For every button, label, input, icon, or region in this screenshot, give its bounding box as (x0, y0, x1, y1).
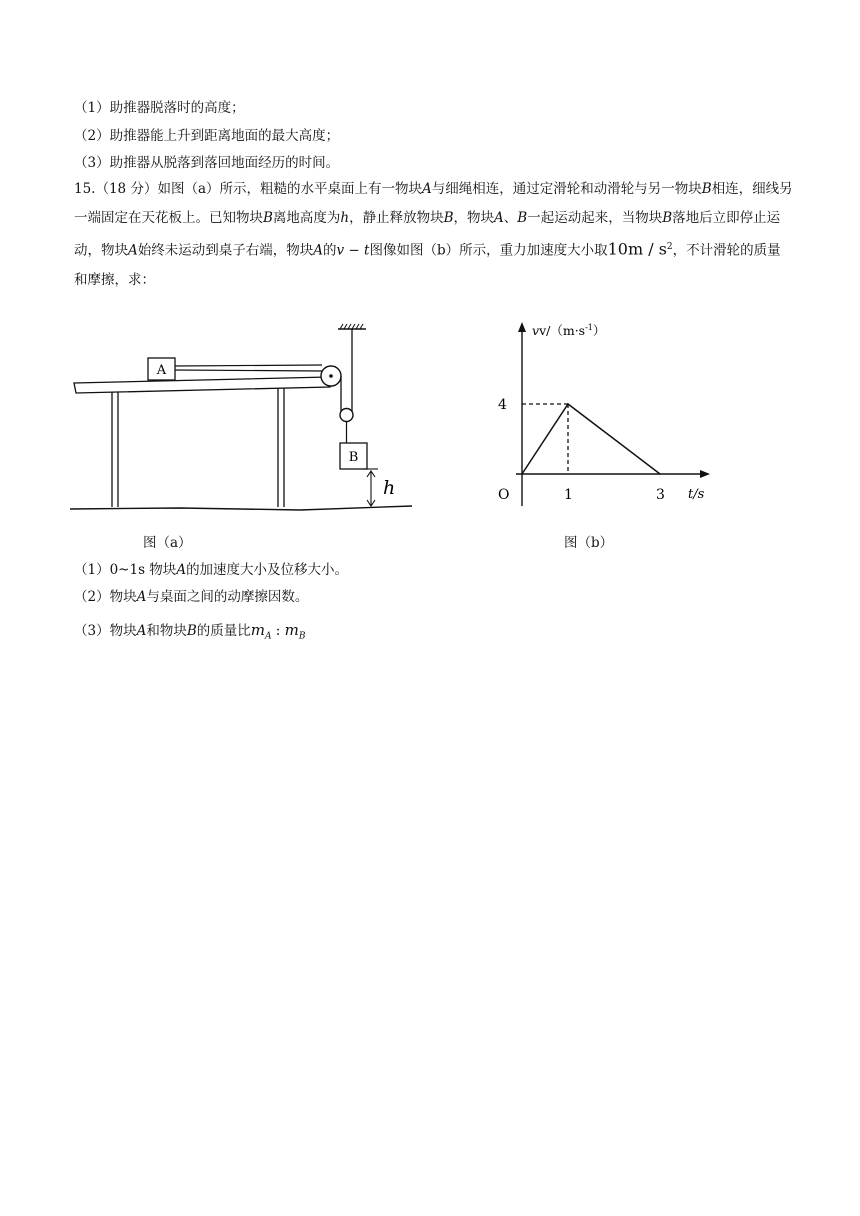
prev-question-1: （1）助推器脱落时的高度； (74, 100, 245, 116)
figure-b-caption: 图（b） (564, 535, 614, 551)
problem-number: 15.（18 分） (74, 181, 158, 197)
y-axis-arrow (518, 322, 526, 332)
movable-pulley (340, 409, 353, 422)
figure-a (60, 315, 430, 525)
question-3: （3）物块A和物块B的质量比$m_A$ : $m_B$ (74, 621, 306, 642)
x-tick-3: 3 (656, 487, 665, 503)
string-a-top (175, 365, 322, 366)
figure-b (488, 318, 723, 518)
question-2: （2）物块A与桌面之间的动摩擦因数。 (74, 589, 309, 605)
y-axis-label: $vv/(m\cdot s^{-1})$ (532, 323, 606, 338)
vt-series-line (522, 404, 660, 474)
string-a-bottom (175, 370, 322, 371)
problem-statement: 15.（18 分）如图（a）所示，粗糙的水平桌面上有一物块A与细绳相连，通过定滑轮和动滑轮与另一物块B相连，细线另一端固定在天花板上。已知物块B离地高度为h，静止释放物块B，物块A、B一起运动起来，当物块B落地后立即停止运动，物块A始终未运动到桌子右端，物块A的v − t图像如图（b）所示，重力加速度大小取$10m / s^2$，不计滑轮的质量和摩擦，求： (74, 181, 793, 288)
fixed-pulley-axle (329, 374, 333, 378)
x-axis-label: t/s (688, 487, 705, 502)
figure-a-caption: 图（a） (143, 535, 192, 551)
question-1: （1）0~1s 物块A的加速度大小及位移大小。 (74, 562, 349, 578)
height-label: h (383, 477, 396, 499)
origin-label: O (498, 487, 510, 503)
g-value: 10m / s (607, 239, 667, 259)
prev-question-2: （2）助推器能上升到距离地面的最大高度； (74, 128, 340, 144)
ground-line (70, 506, 412, 510)
x-tick-1: 1 (564, 487, 573, 503)
table-top (74, 377, 330, 393)
x-axis-arrow (700, 470, 710, 478)
block-b-label: B (348, 450, 359, 465)
prev-question-3: （3）助推器从脱落到落回地面经历的时间。 (74, 155, 340, 171)
vt-symbol: v − t (336, 242, 370, 259)
y-tick-4: 4 (498, 397, 507, 413)
block-a-label: A (156, 363, 167, 378)
